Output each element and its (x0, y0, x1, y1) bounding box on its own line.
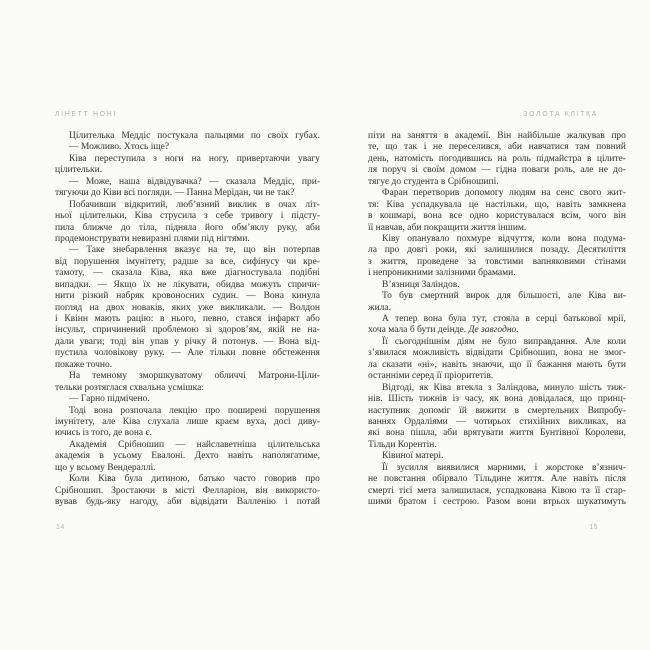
text-line: В’язниця Заліндов. (382, 279, 460, 290)
text-line: ла про довгі роки, які залишилися позаду. Десятиліття (368, 245, 626, 256)
text-line: продемонструвати невиразні плями під нігтями. (55, 233, 250, 244)
text-line: тягує до студента в Срібношипі. (368, 176, 499, 187)
text-line: від порушення імунітету, радше за все, сифінусу чи кре- (55, 256, 320, 267)
text-line: тельки розтяглася схвальна усмішка: (55, 382, 205, 393)
text-line: що у всьому Вендераллі. (55, 462, 156, 473)
text-line: Ківа переступила з ноги на ногу, привертаючи увагу (69, 153, 320, 164)
text-line: — Гарно підмічено. (69, 394, 150, 405)
right-page-body-text (368, 131, 626, 508)
page-number-right: 15 (589, 524, 598, 531)
text-line: Цілителька Меддіс постукала пальцями по своїх губах. (69, 131, 320, 141)
text-line: в кошмарі, вона все одно користувалася всім, чого він (368, 211, 626, 222)
text-line: Ківиної матері. (382, 451, 444, 462)
text-line: нів. Шість тижнів із часу, як вона довідалася, що принц- (368, 394, 626, 405)
text-line: Срібношип. Зростаючи в місті Фелларіон, він використо- (55, 485, 320, 496)
text-line: шими братом і сестрою. Разом вони втрьох шукатимуть (368, 497, 626, 507)
text-line: тя: Ківа успадкувала це настільки, що, навіть замкнена (368, 199, 626, 210)
text-line: ля поруч зі своїм домом — гідна поваги роль, але не до- (368, 165, 626, 176)
text-line: пустила чоловікову руку. — Але тільки повне обстеження (55, 348, 320, 359)
text-line: ючись із того, де вона є. (55, 428, 152, 439)
running-head-author: ЛІНЕТТ НОНІ (55, 111, 117, 118)
text-line: То був смертний вирок для більшості, але Ківа ви- (382, 291, 626, 302)
left-page-body-text (55, 131, 320, 508)
text-line: тягуючи до Ківи всі погляди. — Панна Мерідан, чи не так? (55, 188, 295, 199)
text-line: не повстання обірвало Тільдине життя. Але навіть після (368, 474, 626, 485)
text-line: — Таке знебарвлення вказує на те, що він потерпав (69, 245, 320, 256)
text-line: і Квінн мають рацію: в нього, певно, стався інфаркт або (55, 314, 320, 324)
text-line: з’явилася можливість відвідати Срібношип, вона не змог- (368, 348, 626, 359)
text-line: імунітету, але Ківа слухала лише краєм вуха, досі диву- (55, 416, 320, 427)
text-line: ньої цілительки, Ківа струсила з себе тривогу і підсту- (55, 211, 320, 222)
text-line: пила ближче до тіла, підняла його обм’яклу руку, аби (55, 222, 320, 233)
text-line: Фаран перетворив допомогу людям на сенс свого жит- (382, 188, 626, 199)
text-line: які вона пішла, аби врятувати життя Бунтівної Королеви, (368, 428, 626, 439)
text-line: — Можливо. Хтось іще? (69, 142, 170, 153)
text-line: випадки. — Якщо їх не лікувати, обидва можуть спричи- (55, 279, 320, 290)
text-line: день, натомість погодившись на роль підмайстра в цілите- (368, 153, 626, 164)
text-line: Побачивши відкритий, люб’язний виклик в очах літ- (69, 199, 320, 210)
text-line: те, що так і не переселився, аби навчатися там повний (368, 142, 626, 153)
text-line: дали уваги; тоді він упав у річку й потонув. — Вона від- (55, 336, 320, 347)
text-line: Тоді вона розпочала лекцію про поширені порушення (69, 405, 320, 416)
text-line: і непроникними залізними брамами. (368, 268, 516, 279)
text-line: ла сказати «ні», навіть знаючи, що її бажання мають бути (368, 359, 626, 370)
text-line: її навчав, аби покращити життя іншим. (368, 222, 527, 233)
text-line: академія в усьому Евалоні. Дехто навіть наполягатиме, (55, 451, 320, 462)
text-line: нити різкий набряк кровоносних судин. — Вона кинула (55, 291, 320, 302)
text-line: Тільди Корентін. (368, 439, 437, 450)
text-line: — Може, наша відвідувачка? — сказала Меддіс, при- (69, 176, 320, 187)
text-line: наступник допоміг їй вижити в смертельних Випробу- (368, 405, 626, 416)
text-line: інсульт, спричинений проблемою зі здоров’ям, якій не на- (55, 325, 320, 336)
text-line: цілительки. (55, 165, 103, 176)
text-line: Академія Срібношип — найславетніша цілительська (69, 439, 320, 450)
text-line: покаже точно. (55, 359, 113, 370)
running-head-title: ЗОЛОТА КЛІТКА (523, 111, 598, 118)
text-line: останніми серед її пріоритетів. (368, 371, 494, 382)
text-line: хоча мала б бути деінде. Де завгодно. (368, 325, 519, 336)
text-line: Її зусилля виявилися марними, і жорстоке в’язнич- (382, 462, 626, 473)
text-line: погляд на двох новаків, яких уже викликали. — Волдон (55, 302, 320, 313)
text-line: піти на заняття в академії. Він найбільше жалкував про (368, 131, 626, 141)
text-line: А тепер вона була тут, стояла в серці батькової мрії, (382, 314, 626, 324)
text-line: тамоту, — сказала Ківа, яка вже діагностувала подібні (55, 268, 320, 279)
text-line: Ківу опанувало похмуре відчуття, коли вона подума- (382, 233, 626, 244)
text-line: Відтоді, як Ківа втекла з Заліндова, минуло шість тиж- (382, 382, 626, 393)
text-line: На темному зморшкуватому обличчі Матрони-Ціли- (69, 371, 320, 382)
page-number-left: 14 (56, 524, 65, 531)
text-line: з життя, проведене за товстими вапняковими стінами (368, 256, 626, 267)
text-line: Її сьогоднішнім діям не було виправдання. Але коли (382, 336, 626, 347)
text-line: вував будь-яку нагоду, аби відвідати Валленію і потай (55, 497, 320, 507)
text-line: Коли Ківа була дитиною, батько часто говорив про (69, 474, 320, 485)
text-line: жила. (368, 302, 391, 313)
text-line: ваннях Ордаліями — чотирьох стихійних викликах, на (368, 416, 626, 427)
text-line: смерті тієї мета залишилася, успадкована Ківою та її стар- (368, 485, 626, 496)
